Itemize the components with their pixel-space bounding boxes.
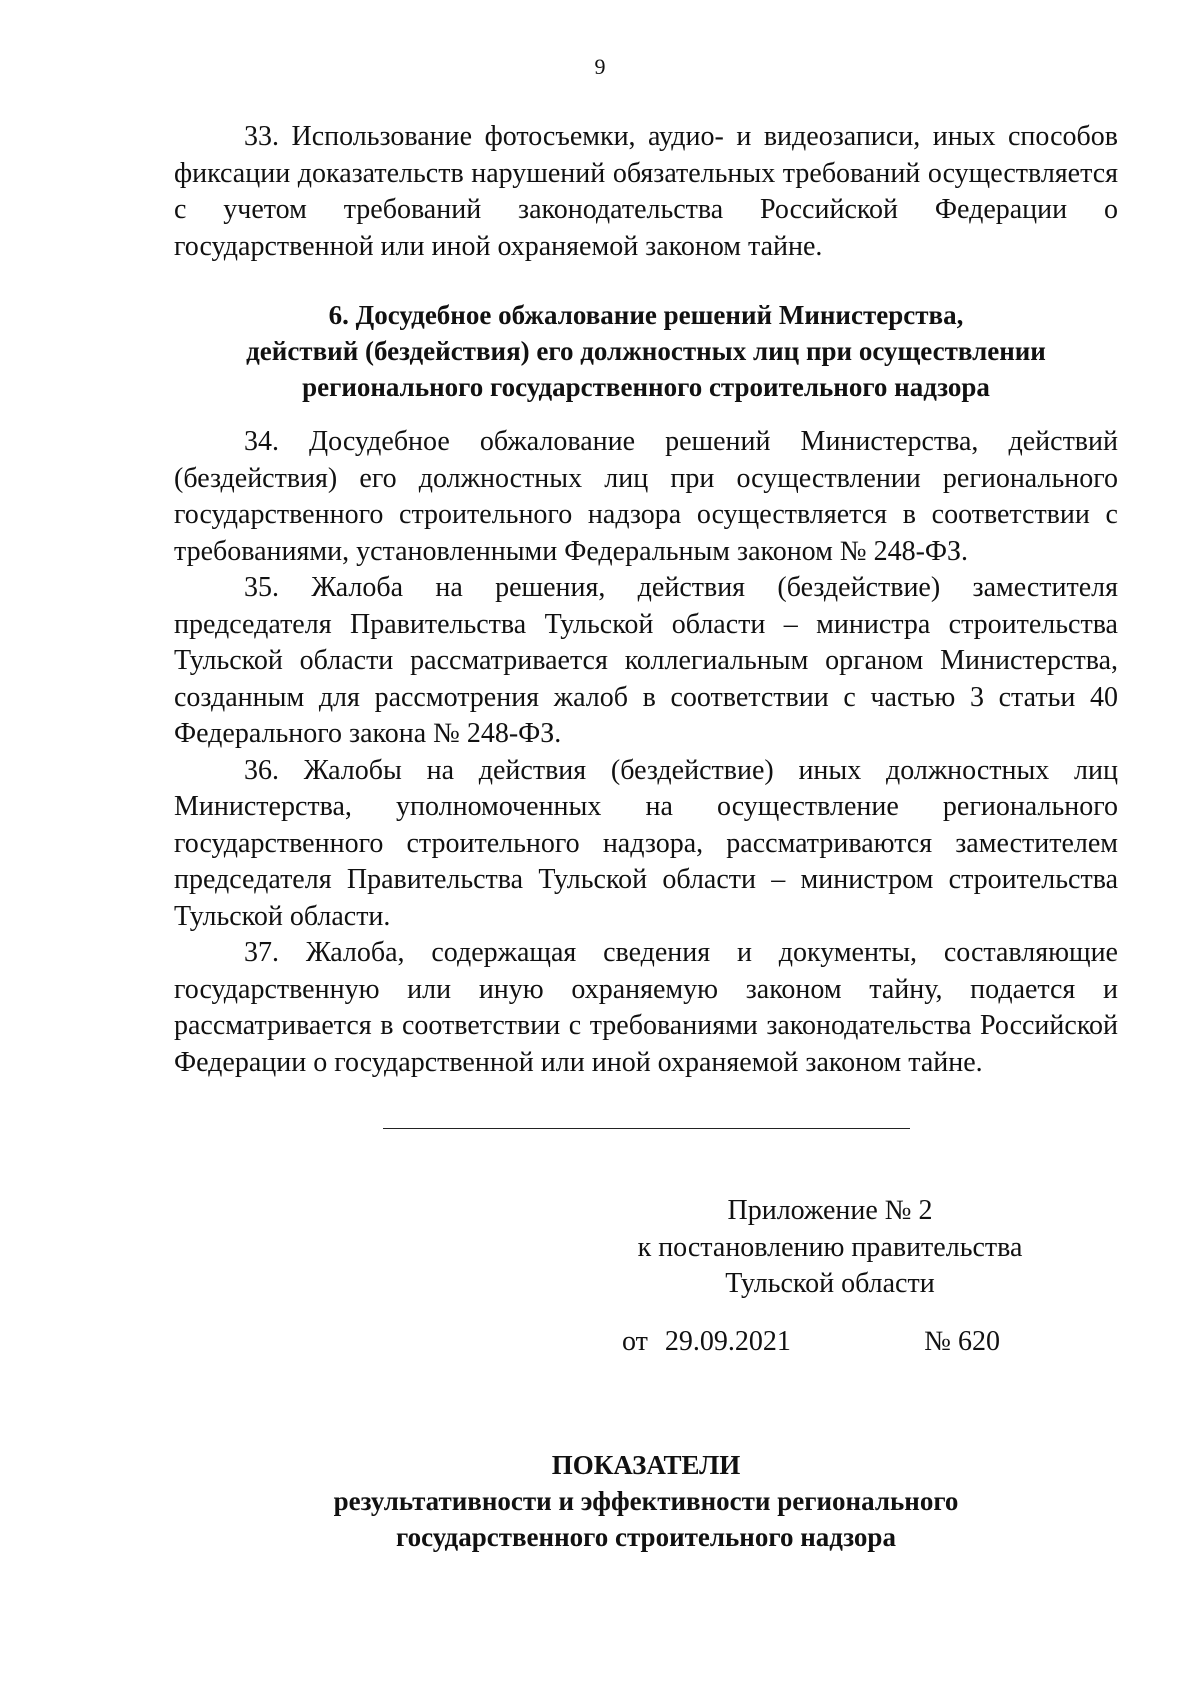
appendix-header xyxy=(600,1193,1060,1303)
document-title: ПОКАЗАТЕЛИ xyxy=(551,1450,741,1480)
paragraph-35: 35. Жалоба на решения, действия (бездействие) заместителя председателя Правительства Тульской области – министра строительства Тульской области рассматривается коллегиальным органом Министерства, созданным для рассмотрения жалоб в соответствии с частью 3 статьи 40 Федерального закона № 248-ФЗ. xyxy=(174,572,1118,749)
page-number: 9 xyxy=(594,54,606,79)
appendix-title: Приложение № 2 xyxy=(727,1195,933,1226)
paragraph-34: 34. Досудебное обжалование решений Министерства, действий (бездействия) его должностных лиц при осуществлении регионального государственного строительного надзора осуществляется в соответствии с требованиями, установленными Федеральным законом № 248-ФЗ. xyxy=(174,426,1118,567)
section-6-heading xyxy=(174,297,1118,405)
section-6-heading-line: регионального государственного строительного надзора xyxy=(302,372,990,402)
paragraph-33-block xyxy=(174,119,1118,265)
section-6-body xyxy=(174,424,1118,1081)
document-subtitle-line: государственного строительного надзора xyxy=(396,1522,896,1552)
paragraph-36: 36. Жалобы на действия (бездействие) иных должностных лиц Министерства, уполномоченных на осуществление регионального государственного строительного надзора, рассматриваются заместителем председателя Правительства Тульской области – министром строительства Тульской области. xyxy=(174,754,1118,932)
section-6-heading-line: действий (бездействия) его должностных лиц при осуществлении xyxy=(246,336,1046,366)
appendix-date: 29.09.2021 xyxy=(664,1326,791,1357)
paragraph-37: 37. Жалоба, содержащая сведения и документы, составляющие государственную или иную охраняемую законом тайну, подается и рассматривается в соответствии с требованиями законодательства Российской Федерации о государственной или иной охраняемой законом тайне. xyxy=(174,937,1118,1078)
appendix-date-group xyxy=(622,1324,791,1360)
appendix-region: Тульской области xyxy=(725,1268,935,1299)
document-subtitle-line: результативности и эффективности регионального xyxy=(333,1486,959,1516)
appendix-date-row xyxy=(622,1324,1000,1360)
document-subtitle xyxy=(174,1483,1118,1555)
appendix-reference: к постановлению правительства xyxy=(637,1231,1023,1263)
section-divider-line xyxy=(383,1128,910,1129)
appendix-date-prefix: от xyxy=(622,1326,648,1357)
section-6-heading-line: 6. Досудебное обжалование решений Министерства, xyxy=(328,300,964,330)
paragraph-33: 33. Использование фотосъемки, аудио- и видеозаписи, иных способов фиксации доказательств нарушений обязательных требований осуществляется с учетом требований законодательства Российской Федерации о государственной или иной охраняемой законом тайне. xyxy=(174,121,1118,262)
appendix-number: № 620 xyxy=(924,1326,1000,1357)
